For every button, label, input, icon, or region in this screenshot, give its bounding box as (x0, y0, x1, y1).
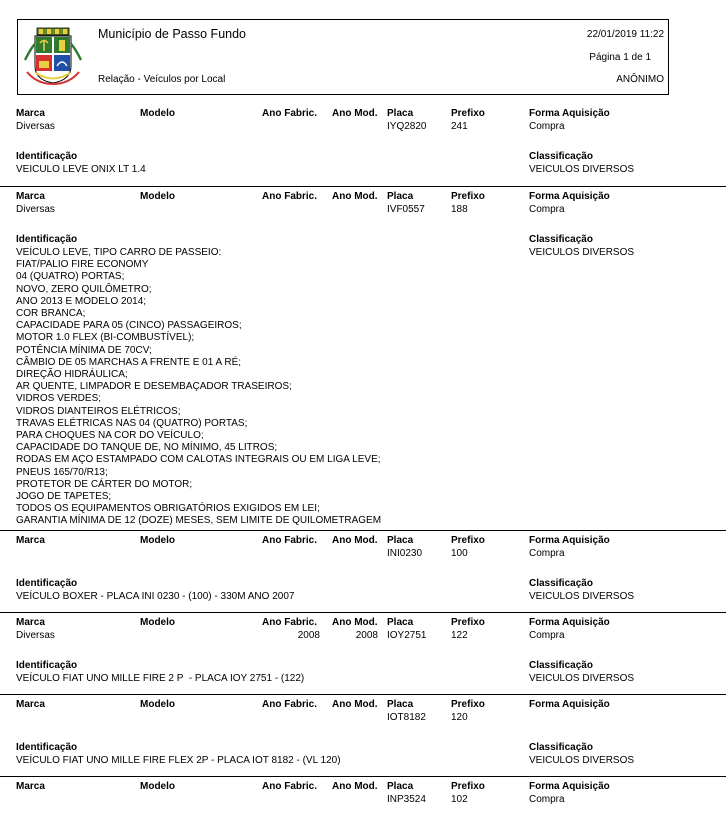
identificacao-label: Identificação (16, 660, 78, 671)
vehicle-record (0, 186, 726, 527)
modelo-label: Modelo (140, 617, 175, 628)
ano-mod-label: Ano Mod. (332, 699, 378, 710)
report-datetime: 22/01/2019 11:22 (586, 29, 664, 40)
prefixo-label: Prefixo (451, 699, 485, 710)
marca-label: Marca (16, 191, 45, 202)
identificacao-label: Identificação (16, 742, 78, 753)
vehicle-record (0, 530, 726, 602)
forma-aquisicao-value: Compra (529, 121, 565, 132)
ano-mod-label: Ano Mod. (332, 191, 378, 202)
marca-label: Marca (16, 699, 45, 710)
placa-value: INI0230 (387, 548, 423, 559)
vehicle-record (0, 694, 726, 766)
marca-label: Marca (16, 617, 45, 628)
modelo-label: Modelo (140, 535, 175, 546)
prefixo-value: 188 (451, 204, 468, 215)
ano-fabric-label: Ano Fabric. (262, 699, 318, 710)
ano-mod-label: Ano Mod. (332, 535, 378, 546)
report-header (17, 19, 669, 95)
placa-value: IVF0557 (387, 204, 425, 215)
prefixo-label: Prefixo (451, 781, 485, 792)
classificacao-value: VEICULOS DIVERSOS (529, 673, 635, 684)
prefixo-value: 122 (451, 630, 468, 641)
prefixo-value: 120 (451, 712, 468, 723)
ano-mod-label: Ano Mod. (332, 617, 378, 628)
forma-aquisicao-value: Compra (529, 630, 565, 641)
ano-fabric-label: Ano Fabric. (262, 191, 318, 202)
classificacao-value: VEICULOS DIVERSOS (529, 755, 635, 766)
marca-value: Diversas (16, 121, 55, 132)
forma-aquisicao-value: Compra (529, 548, 565, 559)
classificacao-label: Classificação (529, 742, 593, 753)
modelo-label: Modelo (140, 699, 175, 710)
municipality-title: Município de Passo Fundo (98, 27, 247, 41)
forma-aquisicao-label: Forma Aquisição (529, 781, 610, 792)
ano-fabric-label: Ano Fabric. (262, 617, 318, 628)
placa-value: IOT8182 (387, 712, 426, 723)
prefixo-label: Prefixo (451, 617, 485, 628)
placa-value: IOY2751 (387, 630, 427, 641)
prefixo-value: 102 (451, 794, 468, 805)
placa-label: Placa (387, 108, 414, 119)
forma-aquisicao-label: Forma Aquisição (529, 699, 610, 710)
modelo-label: Modelo (140, 191, 175, 202)
page-indicator: Página 1 de 1 (589, 52, 651, 63)
modelo-label: Modelo (140, 781, 175, 792)
ano-fabric-label: Ano Fabric. (262, 108, 318, 119)
ano-mod-label: Ano Mod. (332, 781, 378, 792)
identificacao-value: VEÍCULO FIAT UNO MILLE FIRE 2 P - PLACA IOY 2751 - (122) (16, 673, 305, 684)
vehicle-record (0, 776, 726, 805)
placa-label: Placa (387, 699, 414, 710)
identificacao-value: VEÍCULO FIAT UNO MILLE FIRE FLEX 2P - PLACA IOT 8182 - (VL 120) (16, 755, 341, 766)
identificacao-value: VEÍCULO BOXER - PLACA INI 0230 - (100) - 330M ANO 2007 (16, 591, 295, 602)
prefixo-label: Prefixo (451, 191, 485, 202)
placa-label: Placa (387, 535, 414, 546)
placa-label: Placa (387, 617, 414, 628)
forma-aquisicao-label: Forma Aquisição (529, 191, 610, 202)
placa-value: IYQ2820 (387, 121, 427, 132)
forma-aquisicao-label: Forma Aquisição (529, 535, 610, 546)
identificacao-label: Identificação (16, 151, 78, 162)
forma-aquisicao-label: Forma Aquisição (529, 617, 610, 628)
modelo-label: Modelo (140, 108, 175, 119)
prefixo-label: Prefixo (451, 535, 485, 546)
vehicle-record (0, 612, 726, 684)
prefixo-value: 100 (451, 548, 468, 559)
ano-fabric-label: Ano Fabric. (262, 535, 318, 546)
marca-label: Marca (16, 535, 45, 546)
classificacao-value: VEICULOS DIVERSOS (529, 247, 635, 258)
classificacao-label: Classificação (529, 151, 593, 162)
marca-label: Marca (16, 108, 45, 119)
classificacao-value: VEICULOS DIVERSOS (529, 591, 635, 602)
identificacao-value: VEICULO LEVE ONIX LT 1.4 (16, 164, 146, 175)
placa-value: INP3524 (387, 794, 426, 805)
report-subtitle: Relação - Veículos por Local (98, 74, 226, 85)
identificacao-value: VEÍCULO LEVE, TIPO CARRO DE PASSEIO: FIAT/PALIO FIRE ECONOMY 04 (QUATRO) PORTAS; NOVO, ZERO QUILÔMETRO; ANO 2013 E MODELO 2014; COR BRANCA; CAPACIDADE PARA 05 (CINCO) PASSAGEIROS; MOTOR 1.0 FLEX (BI-COMBUSTÍVEL); POTÊNCIA MÍNIMA DE 70CV; CÂMBIO DE 05 MARCHAS A FRENTE E 01 A RÉ; DIREÇÃO HIDRÁULICA; AR QUENTE, LIMPADOR E DESEMBAÇADOR TRASEIROS; VIDROS VERDES; VIDROS DIANTEIROS ELÉTRICOS; TRAVAS ELÉTRICAS NAS 04 (QUATRO) PORTAS; PARA CHOQUES NA COR DO VEÍCULO; CAPACIDADE DO TANQUE DE, NO MÍNIMO, 45 LITROS; RODAS EM AÇO ESTAMPADO COM CALOTAS INTEGRAIS OU EM LIGA LEVE; PNEUS 165/70/R13; PROTETOR DE CÁRTER DO MOTOR; JOGO DE TAPETES; TODOS OS EQUIPAMENTOS OBRIGATÓRIOS EXIGIDOS EM LEI; GARANTIA MÍNIMA DE 12 (DOZE) MESES, SEM LIMITE DE QUILOMETRAGEM (16, 247, 382, 527)
classificacao-label: Classificação (529, 660, 593, 671)
ano-mod-label: Ano Mod. (332, 108, 378, 119)
placa-label: Placa (387, 781, 414, 792)
forma-aquisicao-label: Forma Aquisição (529, 108, 610, 119)
identificacao-label: Identificação (16, 234, 78, 245)
placa-label: Placa (387, 191, 414, 202)
classificacao-value: VEICULOS DIVERSOS (529, 164, 635, 175)
classificacao-label: Classificação (529, 234, 593, 245)
municipal-coat-of-arms-icon (23, 26, 83, 86)
forma-aquisicao-value: Compra (529, 204, 565, 215)
ano-mod-value: 2008 (355, 630, 378, 641)
prefixo-value: 241 (451, 121, 468, 132)
marca-value: Diversas (16, 204, 55, 215)
ano-fabric-value: 2008 (297, 630, 320, 641)
report-user: ANÔNIMO (616, 74, 664, 85)
marca-label: Marca (16, 781, 45, 792)
marca-value: Diversas (16, 630, 55, 641)
ano-fabric-label: Ano Fabric. (262, 781, 318, 792)
identificacao-label: Identificação (16, 578, 78, 589)
forma-aquisicao-value: Compra (529, 794, 565, 805)
prefixo-label: Prefixo (451, 108, 485, 119)
classificacao-label: Classificação (529, 578, 593, 589)
